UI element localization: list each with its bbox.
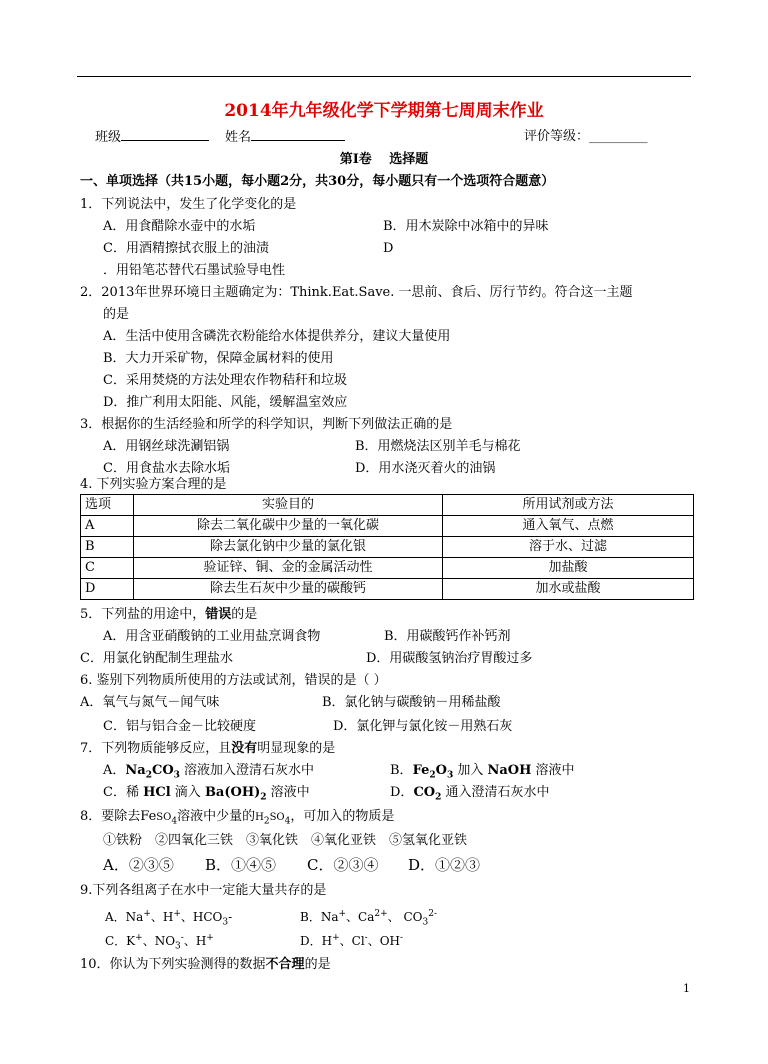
q2-option-c: C．采用焚烧的方法处理农作物秸秆和垃圾 (103, 373, 347, 388)
q1-option-c: C．用酒精擦拭衣服上的油渍 (103, 241, 269, 256)
table-header-row (81, 495, 694, 516)
q8-formula-so: SO (156, 812, 172, 823)
q7-b-text: 加入 (453, 763, 488, 778)
q5-option-a: A．用含亚硝酸钠的工业用盐烹调食物 (103, 629, 321, 644)
name-field (225, 128, 345, 147)
name-label: 姓名 (225, 130, 252, 145)
section-title: 第Ⅰ卷 选择题 (339, 152, 429, 167)
q7-a-text: 溶液加入澄清石灰水中 (179, 763, 315, 778)
table-cell: 除去二氧化碳中少量的一氧化碳 (134, 516, 443, 537)
q9-c-text: C．K (105, 934, 136, 948)
q5-option-d: D．用碳酸氢钠治疗胃酸过多 (366, 651, 533, 666)
q7-a-prefix: A． (103, 763, 126, 778)
table-row (81, 579, 694, 600)
table-cell: 验证锌、铜、金的金属活动性 (134, 558, 443, 579)
q6-option-a: A．氧气与氮气－闻气味 (80, 695, 220, 710)
table-header-cell: 所用试剂或方法 (443, 495, 694, 516)
q4-table (80, 494, 694, 600)
q1-stem: 1．下列说法中，发生了化学变化的是 (80, 197, 297, 212)
q9-a-sup2: + (173, 909, 181, 919)
table-row (81, 558, 694, 579)
q1-option-d-letter: D (383, 241, 394, 256)
q5-stem-text: 5．下列盐的用途中， (80, 607, 206, 622)
q5-stem-text-end: 的是 (231, 607, 258, 622)
q5-option-c: C．用氯化钠配制生理盐水 (80, 651, 233, 666)
q7-b-formula3: NaOH (487, 763, 532, 778)
table-cell: 除去生石灰中少量的碳酸钙 (134, 579, 443, 600)
table-cell: C (81, 558, 134, 579)
q10-stem-text: 10．你认为下列实验测得的数据 (80, 957, 266, 972)
top-rule (77, 76, 691, 77)
q2-stem-line1: 2．2013年世界环境日主题确定为：Think.Eat.Save. 一思前、食后、厉行节约。符合这一主题 (80, 285, 633, 300)
q8-stem (80, 808, 394, 827)
q9-d-sup3: - (400, 933, 404, 943)
page-number: 1 (683, 982, 690, 995)
q3-option-a: A．用钢丝球洗涮铝锅 (103, 439, 230, 454)
table-cell: D (81, 579, 134, 600)
q7-stem-text-end: 明显现象的是 (257, 741, 336, 756)
name-blank[interactable] (251, 128, 345, 141)
q9-option-a (105, 908, 232, 926)
q9-b-sup2: 2+ (374, 909, 388, 919)
q3-option-c: C．用食盐水去除水垢 (103, 461, 230, 476)
q8-option-d: D．①②③ (408, 856, 481, 874)
q2-option-a: A．生活中使用含磷洗衣粉能给水体提供养分，建议大量使用 (103, 329, 451, 344)
q7-option-a (103, 762, 314, 780)
q2-option-b: B．大力开采矿物，保障金属材料的使用 (103, 351, 334, 366)
q7-stem-emphasis: 没有 (231, 741, 258, 756)
q9-c-text2: 、NO (142, 934, 176, 948)
q8-items: ①铁粉 ②四氧化三铁 ③氧化铁 ④氧化亚铁 ⑤氢氧化亚铁 (103, 833, 468, 848)
q9-option-b (300, 908, 437, 926)
q7-stem-text: 7．下列物质能够反应，且 (80, 741, 232, 756)
grade-blank[interactable]: _________ (589, 129, 648, 144)
q3-option-b: B．用燃烧法区别羊毛与棉花 (355, 439, 521, 454)
q7-stem (80, 740, 335, 758)
q7-b-sub2: 3 (446, 770, 454, 781)
table-cell: 溶于水、过滤 (443, 537, 694, 558)
q9-c-sub: 3 (175, 941, 181, 952)
table-cell: 除去氯化钠中少量的氯化银 (134, 537, 443, 558)
q5-option-b: B．用碳酸钙作补钙剂 (384, 629, 511, 644)
q6-option-d: D．氯化钾与氯化铵－用熟石灰 (333, 719, 513, 734)
q6-stem: 6. 鉴别下列物质所使用的方法或试剂，错误的是（ ） (80, 673, 387, 688)
q1-option-a: A．用食醋除水壶中的水垢 (103, 219, 256, 234)
table-cell: 加水或盐酸 (443, 579, 694, 600)
part1-title: 一、单项选择（共15小题，每小题2分，共30分，每小题只有一个选项符合题意） (80, 174, 555, 189)
table-cell: 加盐酸 (443, 558, 694, 579)
q7-option-d (390, 784, 550, 802)
q8-sub2: 2 (263, 816, 270, 827)
q9-d-sup2: - (364, 933, 368, 943)
q10-stem (80, 956, 331, 974)
q7-d-formula: CO (413, 785, 436, 800)
q10-stem-text-end: 的是 (304, 957, 331, 972)
q7-option-c (103, 784, 310, 802)
q7-c-sub: 2 (260, 792, 267, 803)
q7-a-formula: Na (125, 763, 146, 778)
q7-b-sub: 2 (429, 770, 436, 781)
q7-d-text: 通入澄清石灰水中 (441, 785, 550, 800)
table-cell: A (81, 516, 134, 537)
q9-option-c (105, 932, 214, 950)
q9-a-text4: - (228, 910, 233, 924)
q9-b-text2: 、Ca (346, 910, 375, 924)
q3-stem: 3．根据你的生活经验和所学的科学知识，判断下列做法正确的是 (80, 417, 453, 432)
q7-a-formula2: CO (151, 763, 174, 778)
q8-sub: 4 (171, 816, 178, 827)
grade-label: 评价等级： (524, 129, 590, 144)
q9-option-d (300, 932, 403, 950)
q9-b-sup: + (338, 909, 347, 919)
q9-c-text3: 、H (183, 934, 207, 948)
q7-a-sub: 2 (145, 770, 152, 781)
q7-b-formula2: O (435, 763, 447, 778)
q9-d-sup: + (332, 933, 340, 943)
q9-d-text2: 、Cl (339, 934, 365, 948)
class-blank[interactable] (121, 128, 209, 141)
q7-c-prefix: C．稀 (103, 785, 144, 800)
q8-sub3: 4 (284, 816, 291, 827)
q7-c-text-end: 溶液中 (266, 785, 310, 800)
q6-option-c: C．铝与铝合金－比较硬度 (103, 719, 256, 734)
q2-stem-line2: 的是 (103, 307, 130, 322)
q7-b-prefix: B． (390, 763, 413, 778)
q7-option-b (390, 762, 575, 780)
q9-a-sub: 3 (222, 917, 229, 928)
q8-stem-text: 8．要除去 (80, 809, 141, 824)
q8-option-a: A．②③⑤ (103, 856, 174, 874)
q7-d-prefix: D． (390, 785, 414, 800)
table-header-cell: 选项 (81, 495, 134, 516)
q9-stem: 9.下列各组离子在水中一定能大量共存的是 (80, 883, 327, 898)
q5-stem-emphasis: 错误 (205, 607, 232, 622)
q7-c-formula2: Ba(OH) (204, 785, 261, 800)
q9-b-text3: 、 CO (387, 910, 423, 924)
q9-b-sub: 3 (422, 917, 429, 928)
q4-stem: 4. 下列实验方案合理的是 (80, 477, 227, 492)
q9-b-sup3: 2- (428, 909, 438, 919)
q8-formula-h: H (255, 812, 264, 823)
q9-c-sup: + (135, 933, 143, 943)
q7-a-sub2: 3 (173, 770, 180, 781)
table-cell: B (81, 537, 134, 558)
q8-stem-end: ，可加入的物质是 (290, 809, 395, 824)
q9-d-text3: 、OH (367, 934, 401, 948)
q7-b-text-end: 溶液中 (531, 763, 575, 778)
q3-option-d: D．用水浇灭着火的油锅 (355, 461, 496, 476)
class-field (95, 128, 209, 147)
page-title: 2014年九年级化学下学期第七周周末作业 (224, 101, 544, 121)
class-label: 班级 (95, 130, 122, 145)
q5-stem (80, 606, 257, 624)
q2-option-d: D．推广利用太阳能、风能，缓解温室效应 (103, 395, 348, 410)
q9-a-sup: + (143, 909, 151, 919)
table-header-cell: 实验目的 (134, 495, 443, 516)
q8-option-c: C．②③④ (307, 856, 379, 874)
grade-field (524, 128, 648, 146)
table-cell: 通入氧气、点燃 (443, 516, 694, 537)
q7-b-formula: Fe (412, 763, 430, 778)
q7-d-sub: 2 (435, 792, 442, 803)
q7-c-text: 滴入 (170, 785, 205, 800)
q9-a-text: A．Na (105, 910, 144, 924)
q9-a-text2: 、H (150, 910, 174, 924)
q9-d-text: D．H (300, 934, 333, 948)
q9-a-text3: 、HCO (180, 910, 223, 924)
q7-c-formula: HCl (143, 785, 171, 800)
q1-option-d: ．用铅笔芯替代石墨试验导电性 (103, 263, 286, 278)
q8-formula-fe: Fe (140, 809, 157, 824)
q8-formula-so2: SO (269, 812, 285, 823)
q1-option-b: B．用木炭除中冰箱中的异味 (383, 219, 549, 234)
q9-c-sup2: - (180, 933, 184, 943)
q6-option-b: B．氯化钠与碳酸钠－用稀盐酸 (322, 695, 501, 710)
table-row (81, 537, 694, 558)
q8-option-b: B．①④⑤ (205, 856, 277, 874)
q9-c-sup3: + (206, 933, 214, 943)
q10-stem-emphasis: 不合理 (265, 957, 305, 972)
q8-stem-mid: 溶液中少量的 (177, 809, 256, 824)
q9-b-text: B．Na (300, 910, 339, 924)
table-row (81, 516, 694, 537)
